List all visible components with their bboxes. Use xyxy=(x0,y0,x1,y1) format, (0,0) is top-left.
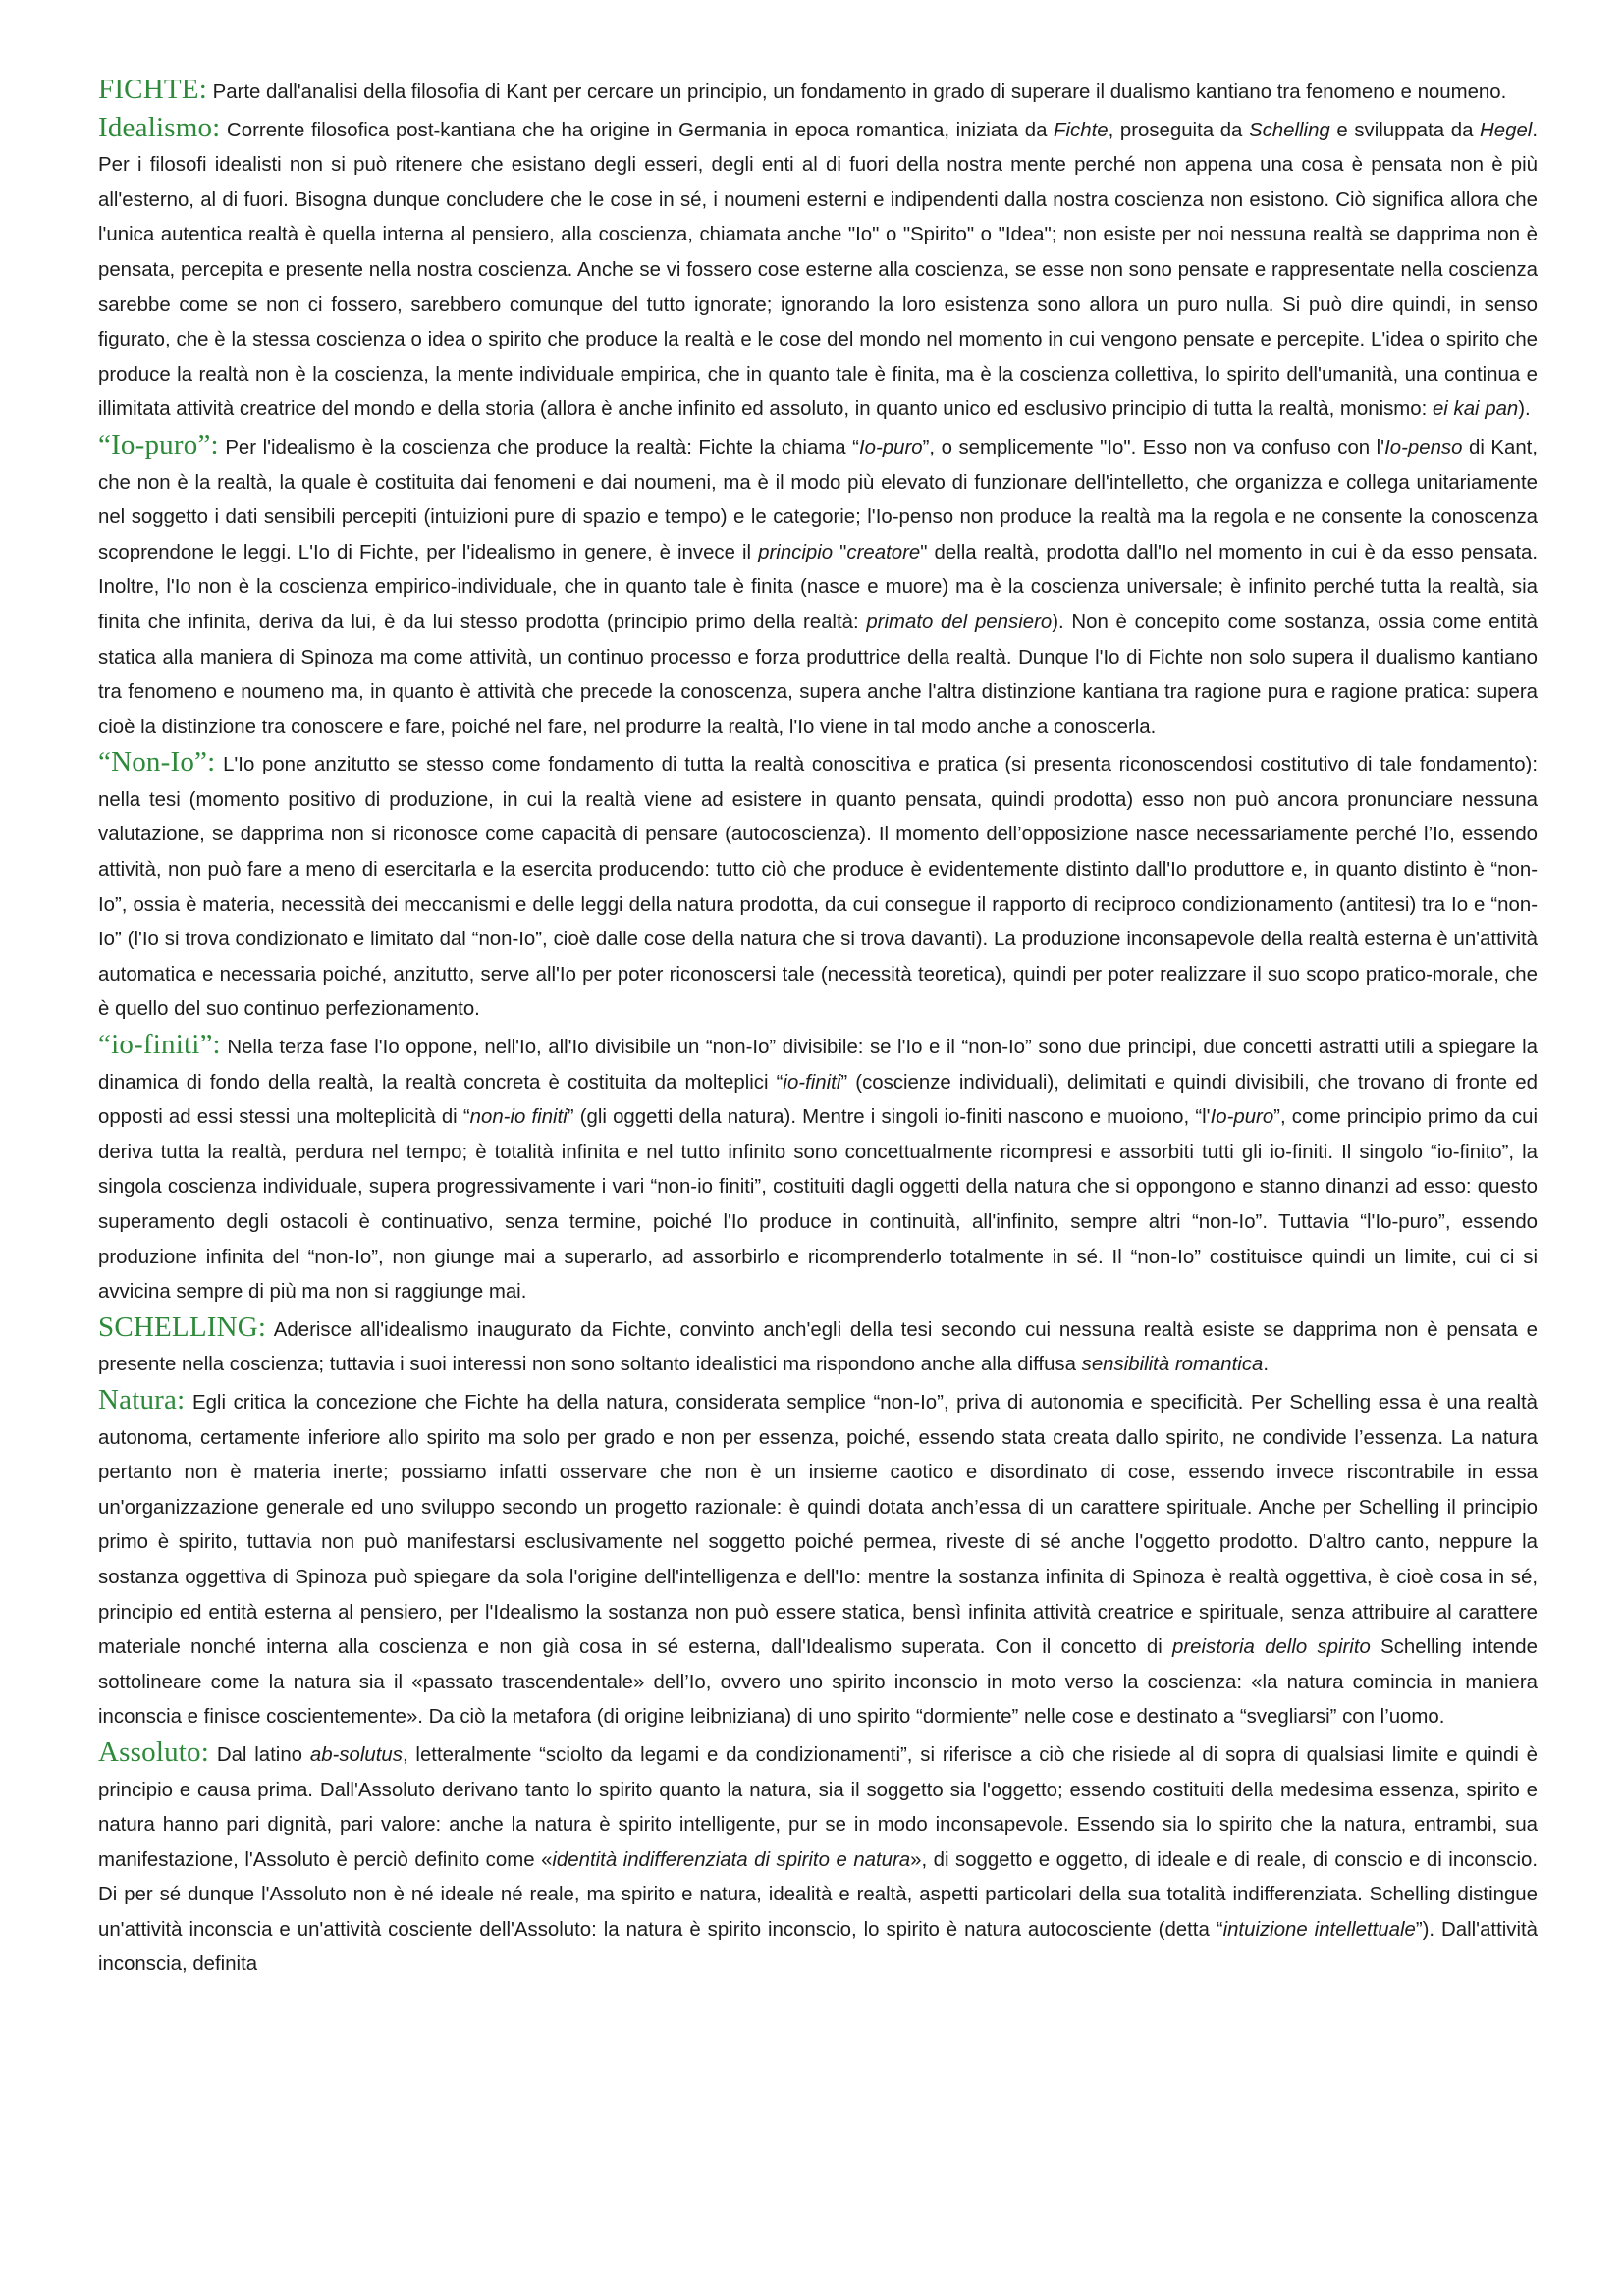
term-non-io: “Non-Io”: xyxy=(98,746,216,778)
entry-io-finiti xyxy=(98,1028,1538,1310)
entry-idealismo xyxy=(98,111,1538,428)
text: . xyxy=(1263,1354,1270,1376)
text: " xyxy=(833,541,847,563)
italic-text: preistoria dello spirito xyxy=(1172,1636,1371,1659)
entry-schelling xyxy=(98,1310,1538,1383)
italic-text: Io-puro xyxy=(1210,1106,1274,1129)
text: Dal latino xyxy=(216,1743,310,1766)
text: Egli critica la concezione che Fichte ha della natura, considerata semplice “non-Io”, priva di autonomia e specificità. Per Schelling essa è una realtà autonoma, certamente inferiore allo spirito ma solo per grado e non per essenza, poiché, essendo stata creata dallo spirito, ne condivide l’essenza. La natura pertanto non è materia inerte; possiamo infatti osservare che non è un insieme caotico e disordinato di cose, essendo invece riscontrabile in essa un'organizzazione generale ed uno sviluppo secondo un progetto razionale: è quindi dotata anch’essa di un carattere spirituale. Anche per Schelling il principio primo è spirito, tuttavia non può manifestarsi esclusivamente nel soggetto poiché permea, riveste di sé anche l'oggetto prodotto. D'altro canto, neppure la sostanza oggettiva di Spinoza può spiegare da sola l'origine dell'intelligenza e dell'Io: mentre la sostanza infinita di Spinoza è realtà oggettiva, è cioè cosa in sé, principio ed entità esterna al pensiero, per l'Idealismo la sostanza non può essere statica, bensì infinita attività creatrice e spirituale, senza attribuire al carattere materiale nonché interna alla coscienza e non già cosa in sé esterna, dall'Idealismo superata. Con il concetto di xyxy=(98,1391,1539,1659)
term-idealismo: Idealismo: xyxy=(98,111,221,143)
entry-assoluto xyxy=(98,1735,1538,1983)
text: ”, o semplicemente "Io". Esso non va confuso con l' xyxy=(922,436,1385,458)
text: ” (coscienze individuali), delimitati e quindi divisibili, che trovano di fronte ed opposti ad essi stessi una molteplicità di “ xyxy=(98,1071,1538,1129)
text: di Kant, che non è la realtà, la quale è costituita dai fenomeni e dai noumeni, ma è il modo più elevato di funzionare dell'intelletto, che organizza e collega unitariamente nel soggetto i dati sensibili percepiti (intuizioni pure di spazio e tempo) e le categorie; l'Io-penso non produce la realtà ma la regola e ne consente la conoscenza scoprendone le leggi. L'Io di Fichte, per l'idealismo in genere, è invece il xyxy=(98,436,1539,563)
text: Parte dall'analisi della filosofia di Kant per cercare un principio, un fondamento in grado di superare il dualismo kantiano tra fenomeno e noumeno. xyxy=(212,81,1507,103)
italic-text: io-finiti xyxy=(783,1071,841,1094)
italic-text: identità indifferenziata di spirito e natura xyxy=(552,1848,911,1871)
text: Schelling intende sottolineare come la natura sia il «passato trascendentale» dell’Io, ovvero uno spirito inconscio in moto verso la coscienza: «la natura comincia in maniera inconscia e finisce coscientemente». Da ciò la metafora (di origine leibniziana) di uno spirito “dormiente” nelle cose e destinato a “svegliarsi” con l’uomo. xyxy=(98,1636,1538,1729)
text: Nella terza fase l'Io oppone, nell'Io, all'Io divisibile un “non-Io” divisibile: se l'Io e il “non-Io” sono due principi, due concetti astratti utili a spiegare la dinamica di fondo della realtà, la realtà concreta è costituita da molteplici “ xyxy=(98,1037,1538,1094)
italic-text: Fichte xyxy=(1054,119,1109,141)
text: . Per i filosofi idealisti non si può ritenere che esistano degli esseri, degli enti al di fuori della nostra mente perché non appena una cosa è pensata non è più all'esterno, al di fuori. Bisogna dunque concludere che le cose in sé, i noumeni esterni e indipendenti dalla nostra coscienza non esistono. Ciò significa allora che l'unica autentica realtà è quella interna al pensiero, alla coscienza, chiamata anche "Io" o "Spirito" o "Idea"; non esiste per noi nessuna realtà se dapprima non è pensata, percepita e presente nella nostra coscienza. Anche se vi fossero cose esterne alla coscienza, se esse non sono pensate e rappresentate nella coscienza sarebbe come se non ci fossero, sarebbero comunque del tutto ignorate; ignorando la loro esistenza sono allora un puro nulla. Si può dire quindi, in senso figurato, che è la stessa coscienza o idea o spirito che produce la realtà e le cose del mondo nel momento in cui vengono pensate e percepite. L'idea o spirito che produce la realtà non è la coscienza, la mente individuale empirica, che in quanto tale è finita, ma è la coscienza collettiva, lo spirito dell'umanità, una continua e illimitata attività creatrice del mondo e della storia (allora è anche infinito ed assoluto, in quanto unico ed esclusivo principio di tutta la realtà, monismo: xyxy=(98,119,1538,421)
italic-text: principio xyxy=(758,541,834,563)
entry-io-puro xyxy=(98,428,1538,745)
italic-text: creatore xyxy=(846,541,921,563)
italic-text: ab-solutus xyxy=(309,1743,403,1766)
italic-text: Schelling xyxy=(1249,119,1330,141)
text: e sviluppata da xyxy=(1329,119,1481,141)
text: , proseguita da xyxy=(1108,119,1249,141)
text: , letteralmente “sciolto da legami e da condizionamenti”, si riferisce a ciò che risiede al di sopra di qualsiasi limite e quindi è principio e causa prima. Dall'Assoluto derivano tanto lo spirito quanto la natura, sia il soggetto sia l'oggetto; essendo costituiti della medesima essenza, spirito e natura hanno pari dignità, pari valore: anche la natura è spirito intelligente, pur se in modo inconsapevole. Essendo sia lo spirito che la natura, entrambi, sua manifestazione, l'Assoluto è perciò definito come « xyxy=(98,1743,1538,1871)
document-page xyxy=(98,73,1538,1983)
term-schelling: SCHELLING: xyxy=(98,1310,267,1343)
text: " della realtà, prodotta dall'Io nel momento in cui è da esso pensata. Inoltre, l'Io non è la coscienza empirico-individuale, che in quanto tale è finita (nasce e muore) ma è la coscienza universale; è infinito perché tutta la realtà, sia finita che infinita, deriva da lui, è da lui stesso prodotta (principio primo della realtà: xyxy=(98,541,1538,633)
term-io-finiti: “io-finiti”: xyxy=(98,1029,221,1061)
italic-text: primato del pensiero xyxy=(866,611,1053,633)
italic-text: non-io finiti xyxy=(469,1106,568,1129)
term-natura: Natura: xyxy=(98,1383,186,1415)
entry-fichte xyxy=(98,73,1538,111)
text: ”, come principio primo da cui deriva tutta la realtà, perdura nel tempo; è totalità infinita e nel tutto infinito sono concettualmente ricompresi e assorbiti tutti gli io-finiti. Il singolo “io-finito”, la singola coscienza individuale, supera progressivamente i vari “non-io finiti”, costituiti dagli oggetti della natura che si oppongono e stanno dinanzi ad esso: questo superamento degli ostacoli è continuativo, senza termine, poiché l'Io produce in continuità, all'infinito, sempre altri “non-Io”. Tuttavia “l'Io-puro”, essendo produzione infinita del “non-Io”, non giunge mai a superarlo, ad assorbirlo e ricomprenderlo totalmente in sé. Il “non-Io” costituisce quindi un limite, cui ci si avvicina sempre di più ma non si raggiunge mai. xyxy=(98,1106,1538,1304)
text: ” (gli oggetti della natura). Mentre i singoli io-finiti nascono e muoiono, “l' xyxy=(567,1106,1211,1129)
text: Per l'idealismo è la coscienza che produce la realtà: Fichte la chiama “ xyxy=(225,436,859,458)
text: Corrente filosofica post-kantiana che ha origine in Germania in epoca romantica, iniziata da xyxy=(227,119,1055,141)
entry-non-io xyxy=(98,745,1538,1028)
italic-text: Hegel xyxy=(1480,119,1533,141)
term-fichte: FICHTE: xyxy=(98,74,207,105)
entry-natura xyxy=(98,1383,1538,1735)
term-io-puro: “Io-puro”: xyxy=(98,428,219,460)
text: ). Non è concepito come sostanza, ossia come entità statica alla maniera di Spinoza ma come attività, un continuo processo e forza produttrice della realtà. Dunque l'Io di Fichte non solo supera il dualismo kantiano tra fenomeno e noumeno ma, in quanto è attività che precede la conoscenza, supera anche l'altra distinzione kantiana tra ragione pura e ragione pratica: supera cioè la distinzione tra conoscere e fare, poiché nel fare, nel produrre la realtà, l'Io viene in tal modo anche a conoscerla. xyxy=(98,611,1538,738)
italic-text: Io-penso xyxy=(1384,436,1463,458)
text: L'Io pone anzitutto se stesso come fondamento di tutta la realtà conoscitiva e pratica (si presenta riconoscendosi costitutivo di tale fondamento): nella tesi (momento positivo di produzione, in cui la realtà viene ad esistere in quanto pensata, quindi prodotta) esso non può ancora pronunciare nessuna valutazione, se dapprima non si riconosce come capacità di pensare (autocoscienza). Il momento dell’opposizione nasce necessariamente perché l’Io, essendo attività, non può fare a meno di esercitarla e la esercita producendo: tutto ciò che produce è evidentemente distinto dall'Io produttore e, in quanto distinto è “non-Io”, ossia è materia, necessità dei meccanismi e delle leggi della natura prodotta, da cui consegue il rapporto di reciproco condizionamento (antitesi) tra Io e “non-Io” (l'Io si trova condizionato e limitato dal “non-Io”, cioè dalle cose della natura che si trova davanti). La produzione inconsapevole della realtà esterna è un'attività automatica e necessaria poiché, anzitutto, serve all'Io per poter riconoscersi tale (necessità teoretica), quindi per poter realizzare il suo scopo pratico-morale, che è quello del suo continuo perfezionamento. xyxy=(98,754,1538,1021)
watermark: ​ xyxy=(29,462,108,610)
text: », di soggetto e oggetto, di ideale e di reale, di conscio e di inconscio. Di per sé dunque l'Assoluto non è né ideale né reale, ma spirito e natura, idealità e realtà, aspetti particolari della sua totalità indifferenziata. Schelling distingue un'attività inconscia e un'attività cosciente dell'Assoluto: la natura è spirito inconscio, lo spirito è natura autocosciente (detta “ xyxy=(98,1848,1538,1941)
text: ). xyxy=(1518,399,1531,421)
text: ”). Dall'attività inconscia, definita xyxy=(98,1918,1538,1976)
text: Aderisce all'idealismo inaugurato da Fichte, convinto anch'egli della tesi secondo cui nessuna realtà esiste se dapprima non è pensata e presente nella coscienza; tuttavia i suoi interessi non sono soltanto idealistici ma rispondono anche alla diffusa xyxy=(98,1318,1538,1376)
italic-text: Io-puro xyxy=(858,436,923,458)
italic-text: intuizione intellettuale xyxy=(1222,1918,1416,1941)
italic-text: sensibilità romantica xyxy=(1081,1354,1264,1376)
italic-text: ei kai pan xyxy=(1432,399,1519,421)
term-assoluto: Assoluto: xyxy=(98,1735,209,1768)
